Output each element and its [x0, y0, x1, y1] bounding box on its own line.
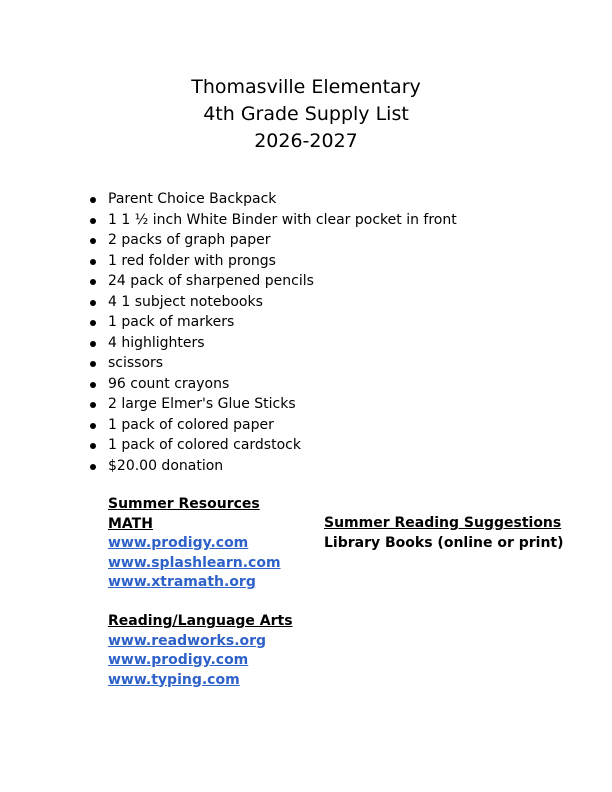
list-item: 1 pack of colored paper — [88, 415, 457, 436]
list-item: 1 1 ½ inch White Binder with clear pocket in front — [88, 210, 457, 231]
list-item: 1 pack of colored cardstock — [88, 435, 457, 456]
list-item: $20.00 donation — [88, 456, 457, 477]
summer-reading-suggestions — [324, 514, 564, 553]
list-item: 1 red folder with prongs — [88, 251, 457, 272]
page-title — [0, 74, 612, 155]
list-item: 4 1 subject notebooks — [88, 292, 457, 313]
summer-resources — [108, 495, 293, 690]
summer-resources-heading: Summer Resources — [108, 496, 260, 512]
list-item: Parent Choice Backpack — [88, 189, 457, 210]
list-item: 2 large Elmer's Glue Sticks — [88, 394, 457, 415]
list-item: 96 count crayons — [88, 374, 457, 395]
ela-link-readworks[interactable]: www.readworks.org — [108, 632, 267, 649]
list-title: 4th Grade Supply List — [203, 103, 409, 125]
math-link-splashlearn[interactable]: www.splashlearn.com — [108, 554, 281, 571]
list-item: scissors — [88, 353, 457, 374]
math-link-prodigy[interactable]: www.prodigy.com — [108, 535, 249, 551]
school-name: Thomasville Elementary — [191, 76, 421, 98]
list-item: 1 pack of markers — [88, 312, 457, 333]
math-heading: MATH — [108, 515, 153, 532]
list-item: 2 packs of graph paper — [88, 230, 457, 251]
list-item: 4 highlighters — [88, 333, 457, 354]
math-link-xtramath[interactable]: www.xtramath.org — [108, 574, 256, 590]
list-item: 24 pack of sharpened pencils — [88, 271, 457, 292]
school-year: 2026-2027 — [254, 130, 358, 152]
ela-link-typing[interactable]: www.typing.com — [108, 671, 240, 688]
section-spacer — [108, 593, 293, 613]
supply-list — [88, 189, 457, 476]
reading-suggestions-text: Library Books (online or print) — [324, 534, 564, 551]
reading-language-arts-heading: Reading/Language Arts — [108, 613, 293, 629]
ela-link-prodigy[interactable]: www.prodigy.com — [108, 652, 249, 668]
reading-suggestions-heading: Summer Reading Suggestions — [324, 515, 562, 531]
